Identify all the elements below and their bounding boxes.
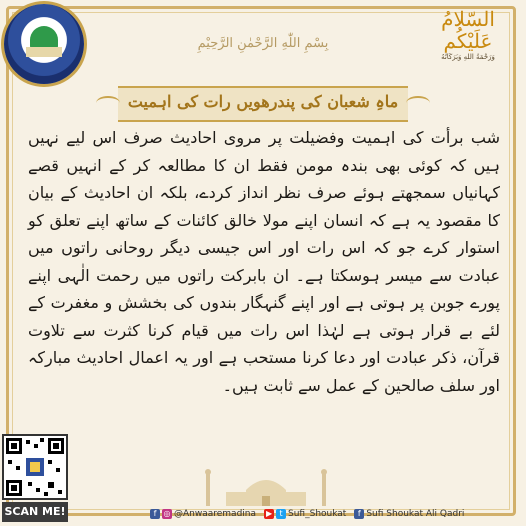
green-dome-icon xyxy=(30,26,58,48)
salam-line-3: وَرَحْمَةُ اللهِ وَبَرَكَاتُهُ xyxy=(441,53,495,61)
twitter-icon: t xyxy=(276,509,286,519)
salam-calligraphy xyxy=(422,8,514,62)
facebook-icon: f xyxy=(150,509,160,519)
scan-me-label: SCAN ME! xyxy=(2,502,68,522)
instagram-icon: ◎ xyxy=(163,509,171,518)
salam-line-2: عَلَيْكُم xyxy=(443,29,493,53)
social-handle-1[interactable] xyxy=(150,509,256,519)
logo-base xyxy=(26,47,62,57)
body-paragraph: شب برأت کی اہمیت وفضیلت پر مروی احادیث صرف اس لیے نہیں ہیں کہ کوئی بھی بندہ مومن فقط ان کا مطالعہ کر کے انہیں قصے کہانیاں سمجھتے ہوئے صرف نظر انداز کردے، بلکہ ان احادیث کے بیان کا مقصود یہ ہے کہ انسان اپنے مولا خالق کائنات کے ساتھ اپنے تعلق کو استوار کرے جو کہ اس رات اور اس جیسی دیگر روحانی راتوں میں عبادت سے میسر ہوسکتا ہے۔ ان بابرکت راتوں میں رحمت الٰہی اپنے پورے جوبن پر ہوتی ہے اور اپنے گنہگار بندوں کی بخشش و مغفرت کے لئے بے قرار ہوتی ہے لہٰذا اس رات میں قیام کرنا کثرت سے تلاوت قرآن، ذکر عبادت اور دعا کرنا مستحب ہے اور یہ اعمال احادیث مبارکہ اور سلف صالحین کے عمل سے ثابت ہیں۔ xyxy=(28,128,501,395)
title-flourish-left xyxy=(96,96,120,110)
handle-1-text: @Anwaaremadina xyxy=(174,509,257,519)
handle-2-text: Sufi_Shoukat xyxy=(288,509,347,519)
qr-code[interactable] xyxy=(2,434,68,500)
page-title: ماہِ شعبان کی پندرھویں رات کی اہمیت xyxy=(127,92,399,111)
qr-code-icon xyxy=(4,436,66,498)
handle-3-text: Sufi Shoukat Ali Qadri xyxy=(366,509,465,519)
bismillah: بِسْمِ اللّٰهِ الرَّحْمٰنِ الرَّحِيْمِ xyxy=(197,36,329,51)
madina-logo xyxy=(4,4,84,84)
mosque-silhouette-icon xyxy=(196,466,336,506)
social-handle-2[interactable] xyxy=(264,509,346,519)
social-handle-3[interactable] xyxy=(354,509,464,519)
facebook-icon: f xyxy=(354,509,364,519)
salam-line-1: السّلامُ xyxy=(441,7,495,31)
social-footer xyxy=(150,506,520,522)
title-flourish-right xyxy=(406,96,430,110)
youtube-icon: ▶ xyxy=(265,509,273,518)
